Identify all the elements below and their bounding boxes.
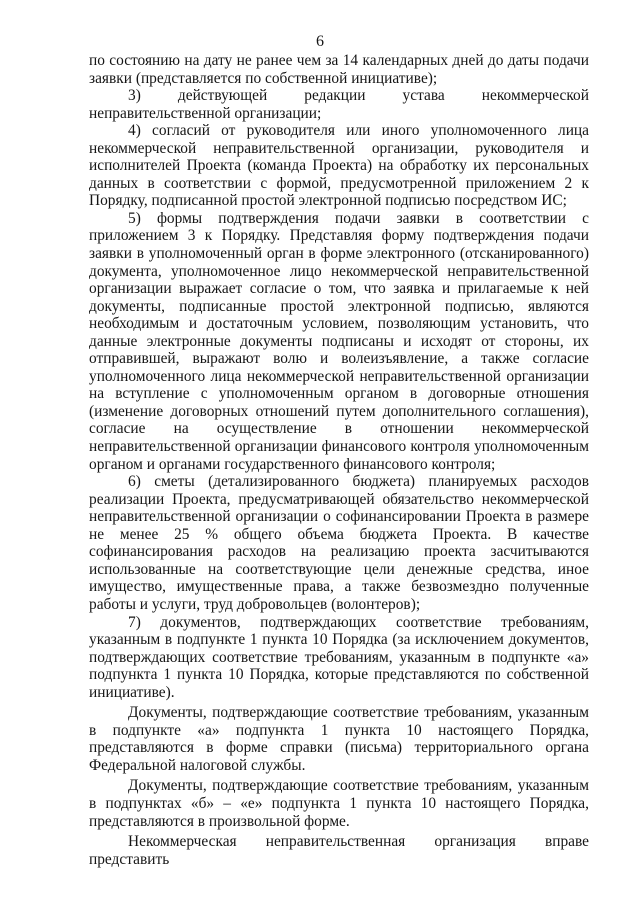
paragraph-item-7: 7) документов, подтверждающих соответствие требованиям, указанным в подпункте 1 пункта 10 Порядка (за исключением документов, подтверждающих соответствие требованиям, указанным в подпункте «а» подпункта 1 пункта 10 Порядка, которые представляются по собственной инициативе). [89,613,589,701]
paragraph-item-3: 3) действующей редакции устава некоммерческой неправительственной организации; [89,87,589,122]
paragraph-item-4: 4) согласий от руководителя или иного уполномоченного лица некоммерческой неправительственной организации, руководителя и исполнителей Проекта (команда Проекта) на обработку их персональных данных в соответствии с формой, предусмотренной приложением 2 к Порядку, подписанной простой электронной подписью посредством ИС; [89,122,589,210]
page-number: 6 [316,33,324,50]
paragraph-continuation: по состоянию на дату не ранее чем за 14 календарных дней до даты подачи заявки (представляется по собственной инициативе); [89,52,589,87]
document-body [89,52,589,868]
paragraph-item-6: 6) сметы (детализированного бюджета) планируемых расходов реализации Проекта, предусматривающей обязательство некоммерческой неправительственной организации о софинансировании Проекта в размере не менее 25 % общего объема бюджета Проекта. В качестве софинансирования расходов на реализацию проекта засчитываются использованные на соответствующие цели денежные средства, иное имущество, имущественные права, а также безвозмездно полученные работы и услуги, труд добровольцев (волонтеров); [89,473,589,613]
paragraph-right-to-submit: Некоммерческая неправительственная организация вправе представить [89,833,589,868]
paragraph-item-5: 5) формы подтверждения подачи заявки в соответствии с приложением 3 к Порядку. Представляя форму подтверждения подачи заявки в уполномоченный орган в форме электронного (отсканированного) документа, уполномоченное лицо некоммерческой неправительственной организации выражает согласие о том, что заявка и прилагаемые к ней документы, подписанные простой электронной подписью, являются необходимым и достаточным условием, позволяющим установить, что данные электронные документы подписаны и исходят от стороны, их отправившей, выражают волю и волеизъявление, а также согласие уполномоченного лица некоммерческой неправительственной организации на вступление с уполномоченным органом в договорные отношения (изменение договорных отношений путем дополнительного соглашения), согласие на осуществление в отношении некоммерческой неправительственной организации финансового контроля уполномоченным органом и органами государственного финансового контроля; [89,209,589,473]
paragraph-documents-a: Документы, подтверждающие соответствие требованиям, указанным в подпункте «а» подпункта 1 пункта 10 настоящего Порядка, представляются в форме справки (письма) территориального органа Федеральной налоговой службы. [89,704,589,774]
paragraph-documents-b-e: Документы, подтверждающие соответствие требованиям, указанным в подпунктах «б» – «е» подпункта 1 пункта 10 настоящего Порядка, представляются в произвольной форме. [89,777,589,830]
